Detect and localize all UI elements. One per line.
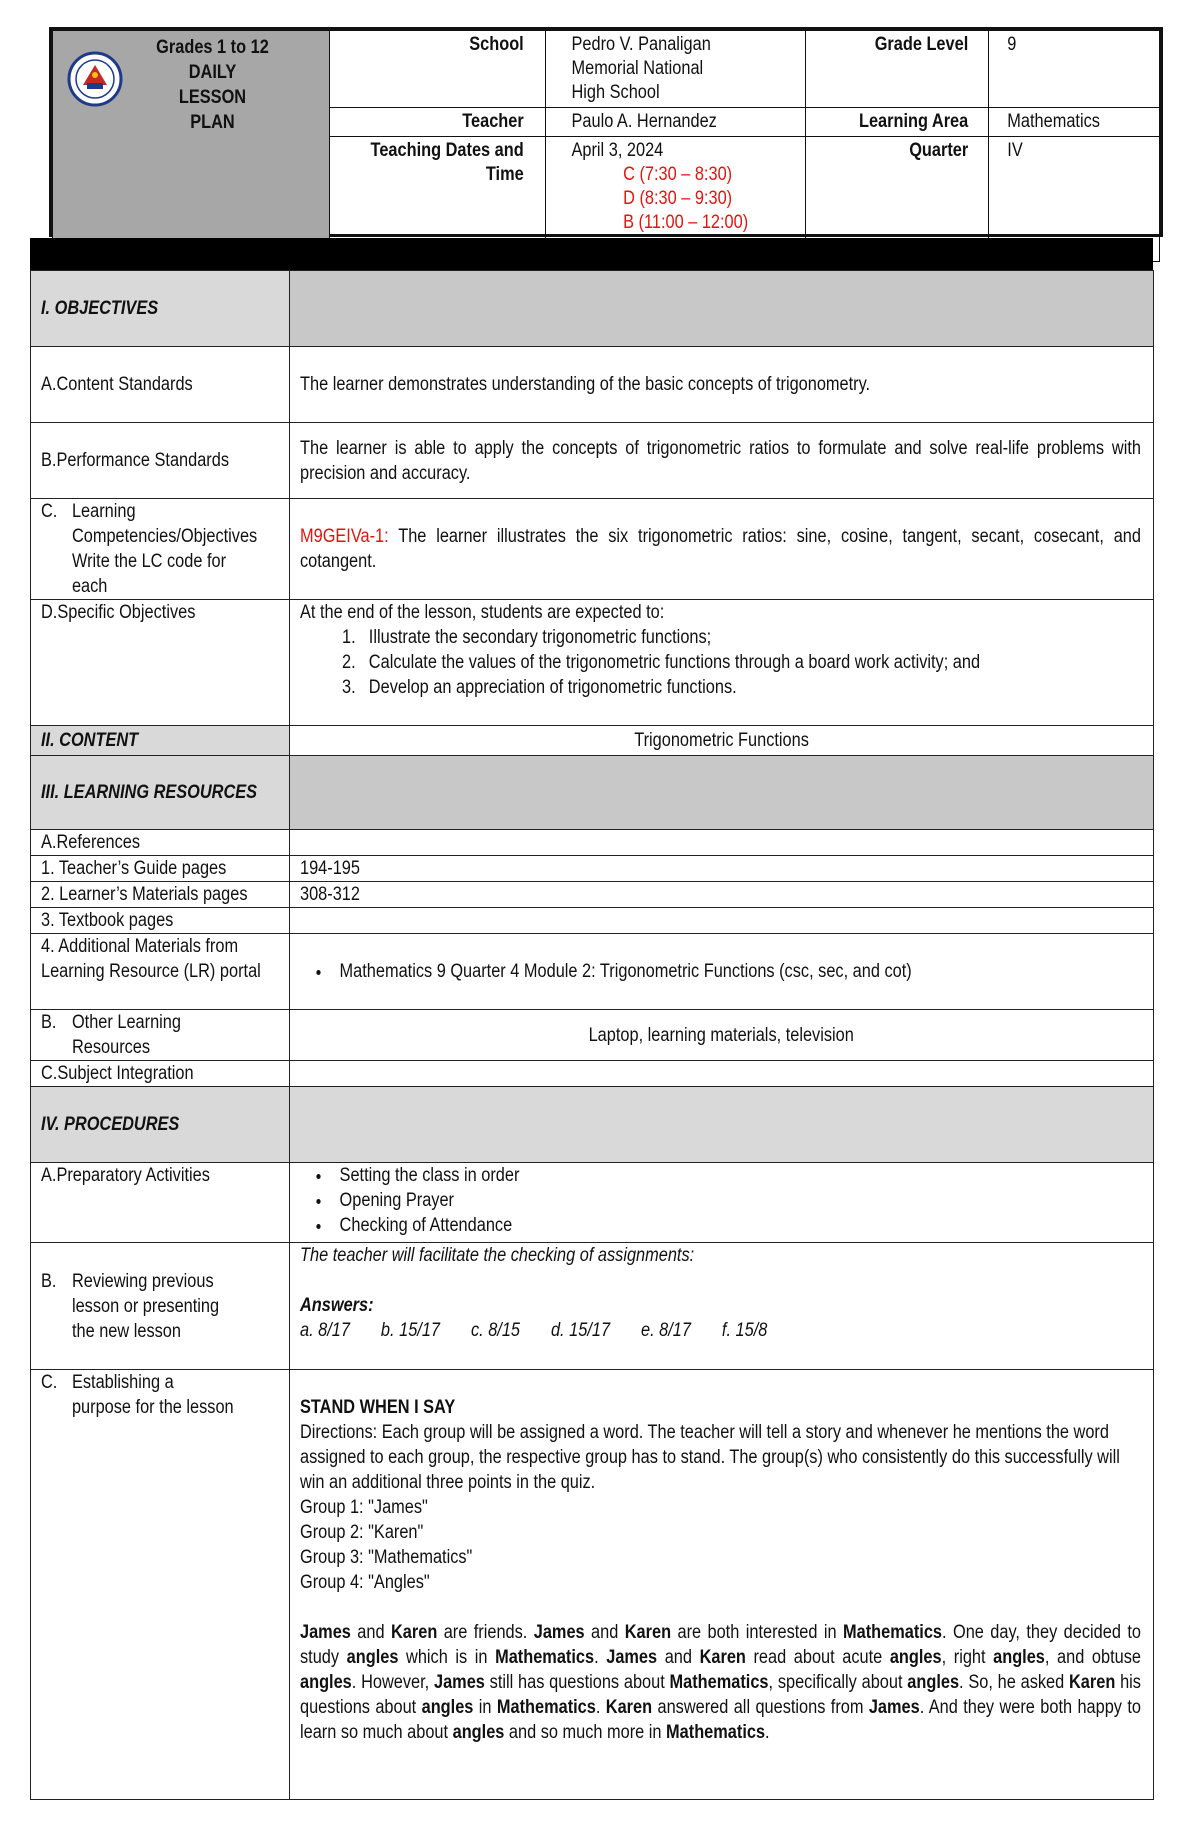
story-text: . (765, 1722, 770, 1743)
answers-label: Answers: (300, 1295, 374, 1316)
other-resources-value: Laptop, learning materials, television (588, 1024, 855, 1046)
content-standards-label: Content Standards (56, 374, 193, 395)
list-item: • Checking of Attendance (331, 1213, 1172, 1238)
specific-objectives-list (300, 625, 1141, 700)
story-text: in (473, 1697, 497, 1718)
story-keyword: angles (993, 1647, 1045, 1668)
story-keyword: James (533, 1622, 585, 1643)
learning-area-label: Learning Area (819, 108, 976, 137)
content-standards-text: The learner demonstrates understanding of the basic concepts of trigonometry. (300, 374, 871, 395)
group-item: Group 3: "Mathematics" (300, 1547, 473, 1568)
story-keyword: Mathematics (495, 1647, 595, 1668)
establishing-purpose-text (300, 1370, 1141, 1745)
time-slot: C (7:30 – 8:30) (623, 164, 733, 185)
textbook-label: 3. Textbook pages (41, 910, 174, 931)
story-text: still has questions about (484, 1672, 670, 1693)
story-keyword: Karen (699, 1647, 746, 1668)
story-keyword: James (433, 1672, 485, 1693)
specific-objectives-row: D.Specific Objectives At the end of the lesson, students are expected to: 1. Illustrate the secondary trigonometric functions; 2. Calculate the values of the trigonometric functions through a board work activity; and 3. Develop an appreciation of trigonometric functions. (31, 600, 1154, 726)
teachers-guide-row (31, 856, 1154, 882)
story-text: , and obtuse (1044, 1647, 1141, 1668)
story-text: , right (941, 1647, 994, 1668)
activity-directions: Directions: Each group will be assigned a word. The teacher will tell a story and whenever he mentions the word assigned to each group, the respective group has to stand. The group(s) who consistently do this successfully will win an additional three points in the quiz. (300, 1422, 1120, 1493)
header-divider-band (30, 238, 1153, 270)
answer-item: d. 15/17 (550, 1320, 611, 1341)
story-text: are friends. (437, 1622, 534, 1643)
story-text: , specifically about (768, 1672, 908, 1693)
preparatory-activities-row: A.Preparatory Activities • Setting the class in order • Opening Prayer • Checking of Attendance (31, 1163, 1154, 1243)
references-row: A.References (31, 830, 1154, 856)
procedures-header-row (31, 1087, 1154, 1163)
story-keyword: Mathematics (666, 1722, 766, 1743)
specific-objectives-label: Specific Objectives (57, 602, 196, 623)
learning-competencies-label: Learning Competencies/Objectives Write the LC code for each (71, 501, 258, 597)
story-text: are both interested in (671, 1622, 844, 1643)
story-keyword: James (868, 1697, 920, 1718)
activity-title: STAND WHEN I SAY (300, 1397, 456, 1418)
story-text: . One day, they decided to study (300, 1622, 1141, 1668)
story-keyword: Karen (390, 1622, 438, 1643)
resources-heading: III. LEARNING RESOURCES (41, 782, 258, 803)
story-text: and so much more in (504, 1722, 667, 1743)
deped-seal-icon (67, 45, 123, 113)
list-item: 1. Illustrate the secondary trigonometric functions; (360, 625, 1141, 650)
subject-integration-label: Subject Integration (57, 1063, 194, 1084)
learning-competencies-row: C. Learning Competencies/Objectives Write the LC code for each M9GEIVa-1: The learner illustrates the six trigonometric ratios: sine, cosine, tangent, secant, cosecant, and cotangent. (31, 499, 1154, 600)
group-item: Group 4: "Angles" (300, 1572, 430, 1593)
story-keyword: James (300, 1622, 351, 1643)
teaching-dates-value: April 3, 2024 C (7:30 – 8:30) D (8:30 – 9:30) B (11:00 – 12:00) (564, 137, 787, 262)
story-keyword: James (606, 1647, 658, 1668)
story-text: his questions about (300, 1672, 1141, 1718)
story-text: answered all questions from (652, 1697, 869, 1718)
story-paragraph (300, 1620, 1141, 1745)
story-text: . However, (351, 1672, 434, 1693)
answer-item: c. 8/15 (470, 1320, 521, 1341)
learners-materials-label: 2. Learner’s Materials pages (41, 884, 248, 905)
preparatory-activities-label: Preparatory Activities (56, 1165, 210, 1186)
answers-list (300, 1318, 1141, 1343)
answer-item: e. 8/17 (640, 1320, 691, 1341)
teacher-label: Teacher (345, 108, 531, 137)
teacher-value: Paulo A. Hernandez (564, 108, 787, 137)
teaching-dates-label: Teaching Dates and Time (345, 137, 531, 262)
story-keyword: angles (889, 1647, 942, 1668)
content-heading: II. CONTENT (41, 730, 139, 751)
group-item: Group 1: "James" (300, 1497, 428, 1518)
story-keyword: Karen (605, 1697, 653, 1718)
story-keyword: Karen (624, 1622, 672, 1643)
establishing-purpose-row: C. Establishing a purpose for the lesson STAND WHEN I SAY Directions: Each group will be assigned a word. The teacher will tell a story and whenever he mentions the word assigned to each group, the respective group has to stand. The group(s) who consistently do this successfully will win an additional three points in the quiz. Group 1: "James" Group 2: "Karen" Group 3: "Mathematics" Group 4: "Angles" James and Karen are friends. James and Karen are both interested in Mathematics. One day, they decided to study angles which is in Mathematics. James and Karen read about acute angles, right angles, and obtuse angles. However, James still has questions about Mathematics, specifically about angles. So, he asked Karen his questions about angles in Mathematics. Karen answered all questions from James. And they were both happy to learn so much about angles and so much more in Mathematics. (31, 1370, 1154, 1800)
list-item: • Opening Prayer (331, 1188, 1172, 1213)
story-keyword: angles (300, 1672, 352, 1693)
procedures-heading: IV. PROCEDURES (41, 1114, 180, 1135)
story-text: and (584, 1622, 625, 1643)
answer-item: b. 15/17 (380, 1320, 440, 1341)
performance-standards-text: The learner is able to apply the concepts of trigonometric ratios to formulate and solve real-life problems with precision and accuracy. (300, 437, 1141, 484)
story-text: and (657, 1647, 700, 1668)
story-text: read about acute (745, 1647, 890, 1668)
story-keyword: Mathematics (496, 1697, 596, 1718)
story-text: which is in (398, 1647, 496, 1668)
group-item: Group 2: "Karen" (300, 1522, 424, 1543)
story-text: . (594, 1647, 607, 1668)
learning-area-value: Mathematics (1000, 108, 1147, 137)
content-value: Trigonometric Functions (634, 730, 809, 751)
list-item: 2. Calculate the values of the trigonometric functions through a board work activity; and (360, 650, 1141, 675)
story-text: . (595, 1697, 606, 1718)
story-keyword: angles (452, 1722, 505, 1743)
time-slot: B (11:00 – 12:00) (623, 212, 749, 233)
teachers-guide-value: 194-195 (300, 858, 360, 879)
textbook-row (31, 908, 1154, 934)
performance-standards-label: Performance Standards (56, 450, 230, 471)
list-item: • Mathematics 9 Quarter 4 Module 2: Trigonometric Functions (csc, sec, and cot) (331, 959, 1172, 984)
list-item: 3. Develop an appreciation of trigonometric functions. (360, 675, 1141, 700)
subject-integration-row: C.Subject Integration (31, 1061, 1154, 1087)
learners-materials-value: 308-312 (300, 884, 360, 905)
establishing-purpose-label: Establishing a purpose for the lesson (71, 1372, 234, 1418)
performance-standards-row: B.Performance Standards The learner is able to apply the concepts of trigonometric ratios to formulate and solve real-life problems with precision and accuracy. (31, 423, 1154, 499)
additional-materials-row (31, 934, 1154, 1010)
header-block (49, 27, 1163, 237)
grade-level-value: 9 (1000, 31, 1147, 108)
story-keyword: Karen (1069, 1672, 1116, 1693)
objectives-heading: I. OBJECTIVES (41, 298, 159, 319)
story-text: . And they were both happy to learn so much about (300, 1697, 1141, 1743)
other-resources-row: B. Other Learning Resources Laptop, learning materials, television (31, 1010, 1154, 1061)
story-keyword: angles (907, 1672, 960, 1693)
story-keyword: Mathematics (843, 1622, 943, 1643)
dll-title: Grades 1 to 12 DAILY LESSON PLAN (156, 37, 269, 133)
additional-materials-list (300, 959, 1172, 984)
lc-code: M9GEIVa-1: (300, 526, 389, 547)
quarter-value: IV (1000, 137, 1147, 262)
preparatory-activities-list (300, 1163, 1172, 1238)
story-text: . So, he asked (959, 1672, 1070, 1693)
objectives-header-row (31, 271, 1154, 347)
school-value: Pedro V. Panaligan Memorial National High School (564, 31, 787, 108)
school-label: School (345, 31, 531, 108)
content-row (31, 726, 1154, 756)
story-keyword: angles (346, 1647, 399, 1668)
story-keyword: angles (421, 1697, 474, 1718)
review-lesson-label: Reviewing previous lesson or presenting the new lesson (71, 1270, 220, 1342)
time-slot: D (8:30 – 9:30) (623, 188, 733, 209)
learning-competencies-text: M9GEIVa-1: The learner illustrates the six trigonometric ratios: sine, cosine, tangent, secant, cosecant, and cotangent. (300, 526, 1141, 572)
teachers-guide-label: 1. Teacher’s Guide pages (41, 858, 227, 879)
answer-item: a. 8/17 (300, 1320, 350, 1341)
additional-materials-label: 4. Additional Materials from Learning Resource (LR) portal (41, 936, 261, 982)
content-standards-row: A.Content Standards The learner demonstrates understanding of the basic concepts of trigonometry. (31, 347, 1154, 423)
grade-level-label: Grade Level (819, 31, 976, 108)
story-keyword: Mathematics (669, 1672, 769, 1693)
lesson-plan-table (30, 270, 1154, 1800)
other-resources-label: Other Learning Resources (71, 1012, 181, 1058)
quarter-label: Quarter (819, 137, 976, 262)
resources-header-row (31, 756, 1154, 830)
list-item: • Setting the class in order (331, 1163, 1172, 1188)
dll-title-cell (53, 31, 330, 262)
review-lesson-row: B. Reviewing previous lesson or presenting the new lesson The teacher will facilitate the checking of assignments: Answers: a. 8/17 b. 15/17 c. 8/15 d. 15/17 e. 8/17 f. 15/8 (31, 1243, 1154, 1370)
learners-materials-row (31, 882, 1154, 908)
references-label: References (56, 832, 141, 853)
review-lesson-text: The teacher will facilitate the checking of assignments: Answers: a. 8/17 b. 15/17 c. 8/15 d. 15/17 e. 8/17 f. 15/8 (300, 1243, 1141, 1343)
specific-objectives-text: At the end of the lesson, students are expected to: 1. Illustrate the secondary trigonometric functions; 2. Calculate the values of the trigonometric functions through a board work activity; and 3. Develop an appreciation of trigonometric functions. (300, 600, 1141, 700)
answer-item: f. 15/8 (721, 1320, 768, 1341)
story-text: and (350, 1622, 391, 1643)
